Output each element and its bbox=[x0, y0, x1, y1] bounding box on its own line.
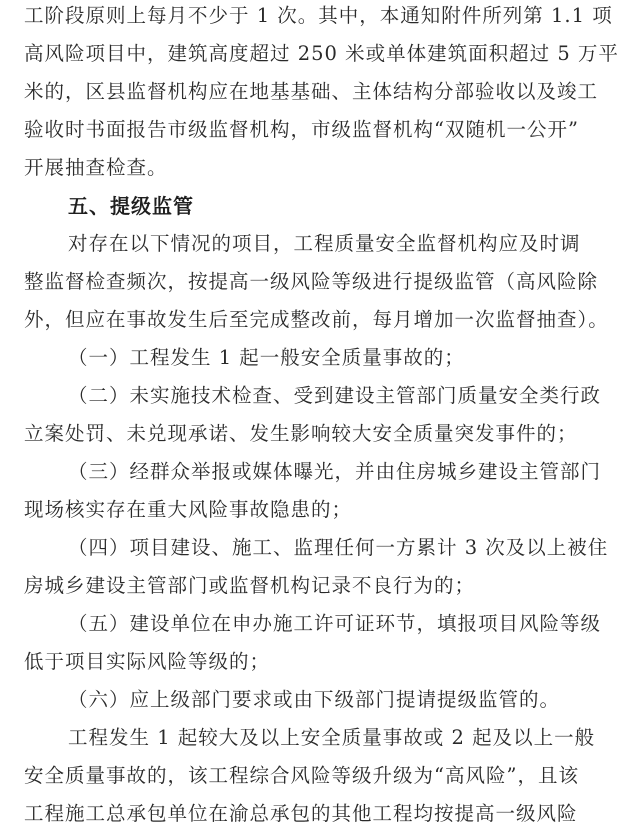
text-line: 低于项目实际风险等级的； bbox=[24, 650, 271, 673]
text-line: 房城乡建设主管部门或监督机构记录不良行为的； bbox=[24, 574, 476, 597]
section-heading: 五、提级监管 bbox=[68, 194, 194, 218]
paragraph-first-line: 对存在以下情况的项目，工程质量安全监督机构应及时调 bbox=[68, 232, 581, 255]
text-line: 立案处罚、未兑现承诺、发生影响较大安全质量突发事件的； bbox=[24, 422, 578, 445]
text-line: 整监督检查频次，按提高一级风险等级进行提级监管（高风险除 bbox=[24, 270, 599, 293]
text-line: 现场核实存在重大风险事故隐患的； bbox=[24, 498, 353, 521]
list-item: （二）未实施技术检查、受到建设主管部门质量安全类行政 bbox=[68, 384, 602, 407]
list-item: （三）经群众举报或媒体曝光，并由住房城乡建设主管部门 bbox=[68, 460, 602, 483]
text-line: 工阶段原则上每月不少于 1 次。其中，本通知附件所列第 1.1 项 bbox=[24, 4, 613, 27]
list-item: （一）工程发生 1 起一般安全质量事故的； bbox=[68, 346, 465, 369]
paragraph-first-line: 工程发生 1 起较大及以上安全质量事故或 2 起及以上一般 bbox=[68, 726, 596, 749]
list-item: （四）项目建设、施工、监理任何一方累计 3 次及以上被住 bbox=[68, 536, 609, 559]
text-line: 米的，区县监督机构应在地基基础、主体结构分部验收以及竣工 bbox=[24, 80, 599, 103]
text-line: 验收时书面报告市级监督机构，市级监督机构“双随机一公开” bbox=[24, 118, 579, 141]
list-item: （六）应上级部门要求或由下级部门提请提级监管的。 bbox=[68, 688, 561, 711]
list-item: （五）建设单位在申办施工许可证环节，填报项目风险等级 bbox=[68, 612, 602, 635]
text-line: 高风险项目中，建筑高度超过 250 米或单体建筑面积超过 5 万平 bbox=[24, 42, 619, 65]
text-line: 安全质量事故的，该工程综合风险等级升级为“高风险”，且该 bbox=[24, 764, 579, 787]
text-line: 工程施工总承包单位在渝总承包的其他工程均按提高一级风险 bbox=[24, 802, 578, 825]
text-line: 开展抽查检查。 bbox=[24, 156, 168, 179]
text-line: 外，但应在事故发生后至完成整改前，每月增加一次监督抽查）。 bbox=[24, 308, 609, 331]
